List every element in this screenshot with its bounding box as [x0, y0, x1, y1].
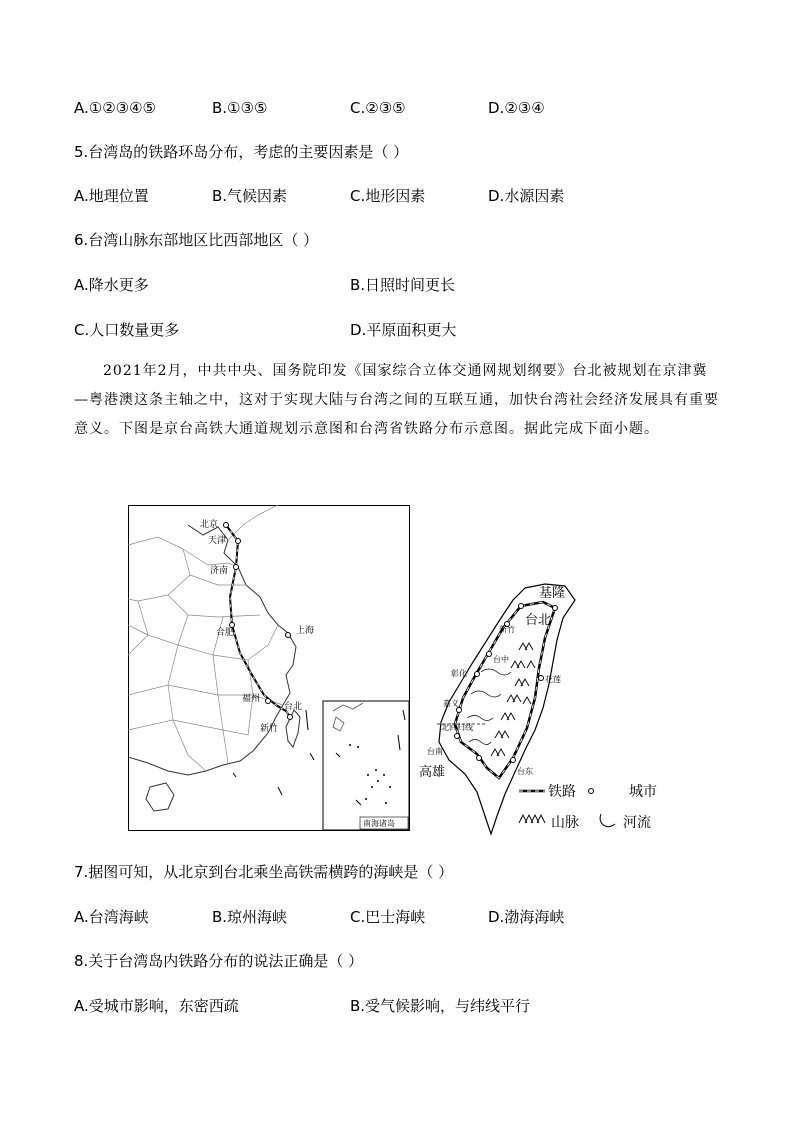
tw-city-kaohsiung: 高雄	[419, 765, 446, 780]
tw-city-changhua: 彰化	[451, 669, 467, 678]
legend-mountain: 山脉	[551, 815, 579, 831]
tw-city-taipei: 台北	[525, 613, 552, 628]
legend-railway: 铁路	[548, 784, 576, 800]
tw-city-taitung: 台东	[517, 767, 533, 776]
q5-option-c: C.地形因素	[350, 187, 426, 205]
tw-city-hualien: 花莲	[545, 675, 561, 684]
q7-option-b: B.琼州海峡	[212, 908, 288, 926]
q7-option-a: A.台湾海峡	[74, 908, 149, 926]
q5-option-d: D.水源因素	[488, 187, 565, 205]
q7-option-c: C.巴士海峡	[350, 908, 426, 926]
city-hefei: 合肥	[216, 628, 235, 638]
q4-option-d: D.②③④	[488, 99, 545, 117]
q6-option-a: A.降水更多	[74, 276, 149, 294]
q6-stem: 6.台湾山脉东部地区比西部地区（ ）	[74, 231, 319, 249]
q7-option-d: D.渤海海峡	[488, 908, 565, 926]
q4-option-a: A.①②③④⑤	[74, 99, 157, 117]
inset-label: 南海诸岛	[363, 819, 395, 828]
q5-option-b: B.气候因素	[212, 187, 288, 205]
legend-river: 河流	[623, 815, 651, 831]
map-legend	[519, 783, 657, 831]
q8-stem: 8.关于台湾岛内铁路分布的说法正确是（ ）	[74, 952, 364, 970]
city-fuzhou: 福州	[242, 694, 261, 704]
q8-option-b: B.受气候影响，与纬线平行	[350, 997, 531, 1015]
map-beijing-taipei-corridor	[128, 505, 410, 831]
q6-option-b: B.日照时间更长	[350, 276, 456, 294]
city-tianjin: 天津	[208, 536, 227, 546]
tw-city-taichung: 台中	[493, 655, 509, 664]
city-taipei: 台北	[284, 702, 303, 712]
q8-option-a: A.受城市影响，东密西疏	[74, 997, 239, 1015]
tw-city-chiayi: 嘉义	[443, 699, 459, 708]
tw-city-xinzhu: 新竹	[499, 625, 515, 634]
legend-city: 城市	[629, 784, 657, 800]
tw-city-keelung: 基隆	[539, 586, 566, 601]
passage: 2021年2月，中共中央、国务院印发《国家综合立体交通网规划纲要》台北被规划在京津冀—粤港澳这条主轴之中，这对于实现大陆与台湾之间的互联互通，加快台湾社会经济发展具有重要意义。下图是京台高铁大通道规划示意图和台湾省铁路分布示意图。据此完成下面小题。	[74, 363, 719, 437]
tw-city-tainan: 台南	[427, 747, 443, 756]
city-jinan: 济南	[210, 566, 229, 576]
q4-option-c: C.②③⑤	[350, 99, 406, 117]
q7-stem: 7.据图可知，从北京到台北乘坐高铁需横跨的海峡是（ ）	[74, 863, 454, 881]
q4-option-b: B.①③⑤	[212, 99, 268, 117]
tropic-label: 北回归线	[441, 723, 473, 732]
q6-option-c: C.人口数量更多	[74, 321, 180, 339]
city-shanghai: 上海	[296, 626, 315, 636]
city-xinzhu: 新竹	[260, 724, 279, 734]
city-beijing: 北京	[200, 520, 219, 530]
q5-stem: 5.台湾岛的铁路环岛分布，考虑的主要因素是（ ）	[74, 143, 409, 161]
q6-option-d: D.平原面积更大	[350, 321, 457, 339]
map-taiwan-railway	[415, 578, 677, 838]
q5-option-a: A.地理位置	[74, 187, 149, 205]
